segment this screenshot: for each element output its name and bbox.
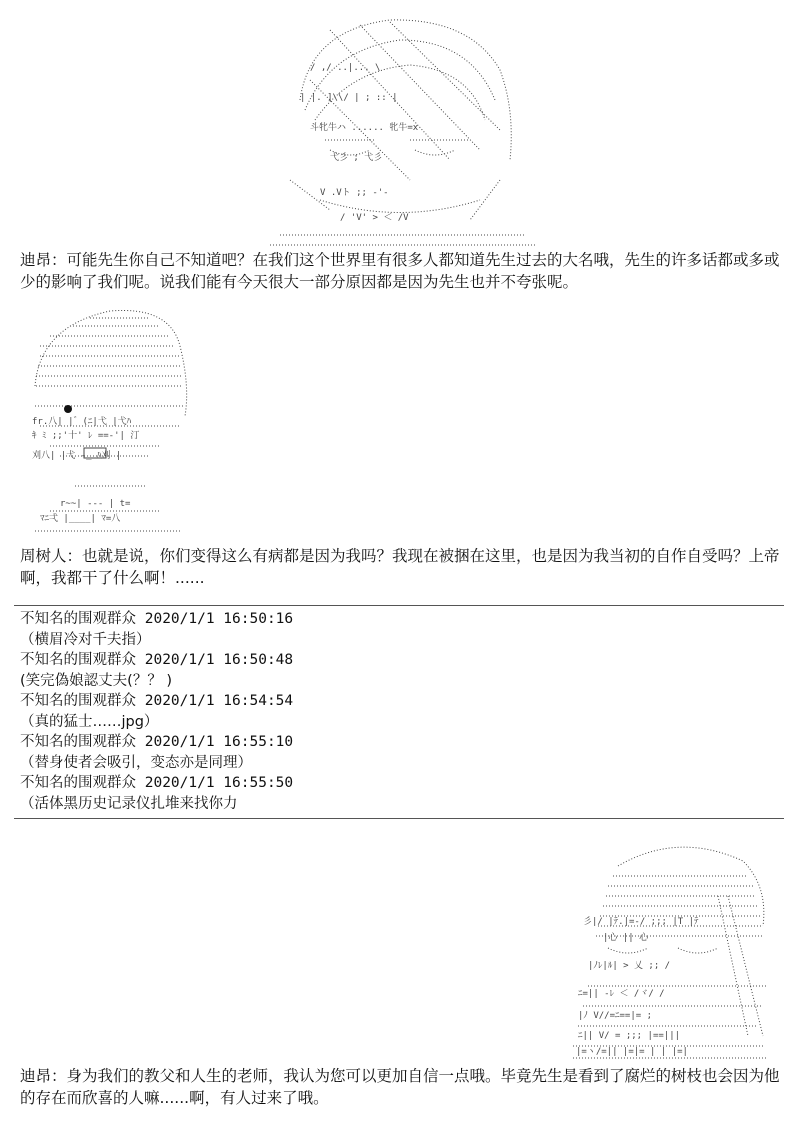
comment-header xyxy=(20,773,780,794)
svg-text:| |. ]\\/ | ; :: |: | |. ]\\/ | ; :: | xyxy=(300,93,398,103)
comment-header xyxy=(20,650,780,671)
comment-item xyxy=(20,609,780,650)
comment-author: 不知名的围观群众 xyxy=(20,693,136,709)
comment-datetime: 2020/1/1 16:50:48 xyxy=(144,652,294,668)
comment-datetime: 2020/1/1 16:55:50 xyxy=(144,775,294,791)
comment-header xyxy=(20,691,780,712)
ascii-art-zhou-shuren-portrait xyxy=(30,296,190,536)
comment-item xyxy=(20,732,780,773)
comment-datetime: 2020/1/1 16:55:10 xyxy=(144,734,294,750)
svg-text:/ 'V' > ＜ /V: / 'V' > ＜ /V xyxy=(340,213,409,223)
comments-top-divider xyxy=(14,605,784,606)
svg-text:弋彡 ; 弋彡: 弋彡 ; 弋彡 xyxy=(330,153,383,163)
svg-text:/ ,/ ..|... \: / ,/ ..|... \ xyxy=(310,63,381,73)
comment-item xyxy=(20,773,780,814)
svg-text:|心 || 心: |心 || 心 xyxy=(603,933,649,943)
svg-text:V .Vト ;; -'-: V .Vト ;; -'- xyxy=(320,188,389,198)
comment-datetime: 2020/1/1 16:50:16 xyxy=(144,611,294,627)
comment-author: 不知名的围观群众 xyxy=(20,611,136,627)
ascii-art-dion-portrait-top xyxy=(270,10,535,248)
comments-bottom-divider xyxy=(14,818,784,819)
comment-author: 不知名的围观群众 xyxy=(20,652,136,668)
svg-text:彡|/ |ﾃ.|=-/ ;;; |T |ﾃ: 彡|/ |ﾃ.|=-/ ;;; |T |ﾃ xyxy=(583,917,699,927)
svg-text:|ﾉ V//=ﾆ==|= ;: |ﾉ V//=ﾆ==|= ; xyxy=(578,1011,653,1021)
svg-text:r~~| --- | t=: r~~| --- | t= xyxy=(60,499,131,509)
comment-item xyxy=(20,691,780,732)
svg-text:|ﾉﾚ|ﾙ| > 乂 ;; /: |ﾉﾚ|ﾙ| > 乂 ;; / xyxy=(588,961,671,971)
comment-author: 不知名的围观群众 xyxy=(20,775,136,791)
comment-text: (笑完偽娘認丈夫(？？ ) xyxy=(20,672,173,689)
comment-item xyxy=(20,650,780,691)
dialogue-dion-1: 迪昂：可能先生你自己不知道吧？在我们这个世界里有很多人都知道先生过去的大名哦，先生的许多话都或多或少的影响了我们呢。说我们能有今天很大一部分原因都是因为先生也并不夸张呢。 xyxy=(20,251,780,291)
comment-text: （真的猛士……jpg） xyxy=(20,713,159,730)
svg-text:ﾆ|| V/ = ;;; |==|||: ﾆ|| V/ = ;;; |==||| xyxy=(578,1031,681,1041)
dialogue-zhou-shuren: 周树人：也就是说，你们变得这么有病都是因为我吗？我现在被捆在这里，也是因为我当初的自作自受吗？上帝啊，我都干了什么啊！...... xyxy=(20,547,780,587)
svg-text:ﾆ=|| -ﾚ ＜ /ヾ/ /: ﾆ=|| -ﾚ ＜ /ヾ/ / xyxy=(578,989,665,999)
comment-datetime: 2020/1/1 16:54:54 xyxy=(144,693,294,709)
svg-text:fr.八| |゛(ﾆ|弋 |弋ﾊ: fr.八| |゛(ﾆ|弋 |弋ﾊ xyxy=(32,417,132,427)
ascii-art-dion-portrait-bottom xyxy=(568,836,778,1062)
comment-text: （横眉冷对千夫指） xyxy=(20,631,151,648)
svg-text:ｷ ﾐ ;;'十' ﾚ ==-'| 汀: ｷ ﾐ ;;'十' ﾚ ==-'| 汀 xyxy=(32,431,140,441)
dialogue-dion-2: 迪昂：身为我们的教父和人生的老师，我认为您可以更加自信一点哦。毕竟先生是看到了腐烂的树枝也会因为他的存在而欣喜的人嘛......啊，有人过来了哦。 xyxy=(20,1067,780,1107)
svg-text:刈八| |弋 -_ ﾊ刈 |: 刈八| |弋 -_ ﾊ刈 | xyxy=(32,451,122,461)
comment-text: （替身使者会吸引，变态亦是同理） xyxy=(20,754,252,771)
comment-list xyxy=(20,609,780,814)
svg-text:|=ヽ/=|| |=|= | | |=|: |=ヽ/=|| |=|= | | |=| xyxy=(576,1047,688,1057)
comment-header xyxy=(20,732,780,753)
comment-author: 不知名的围观群众 xyxy=(20,734,136,750)
svg-text:斗牝牛ハ ...... 牝牛=x: 斗牝牛ハ ...... 牝牛=x xyxy=(310,123,419,133)
comment-header xyxy=(20,609,780,630)
svg-text:ﾏﾆ弌 |____| ﾏ=八: ﾏﾆ弌 |____| ﾏ=八 xyxy=(40,514,121,524)
comment-text: （活体黑历史记录仪扎堆来找你力 xyxy=(20,795,238,812)
